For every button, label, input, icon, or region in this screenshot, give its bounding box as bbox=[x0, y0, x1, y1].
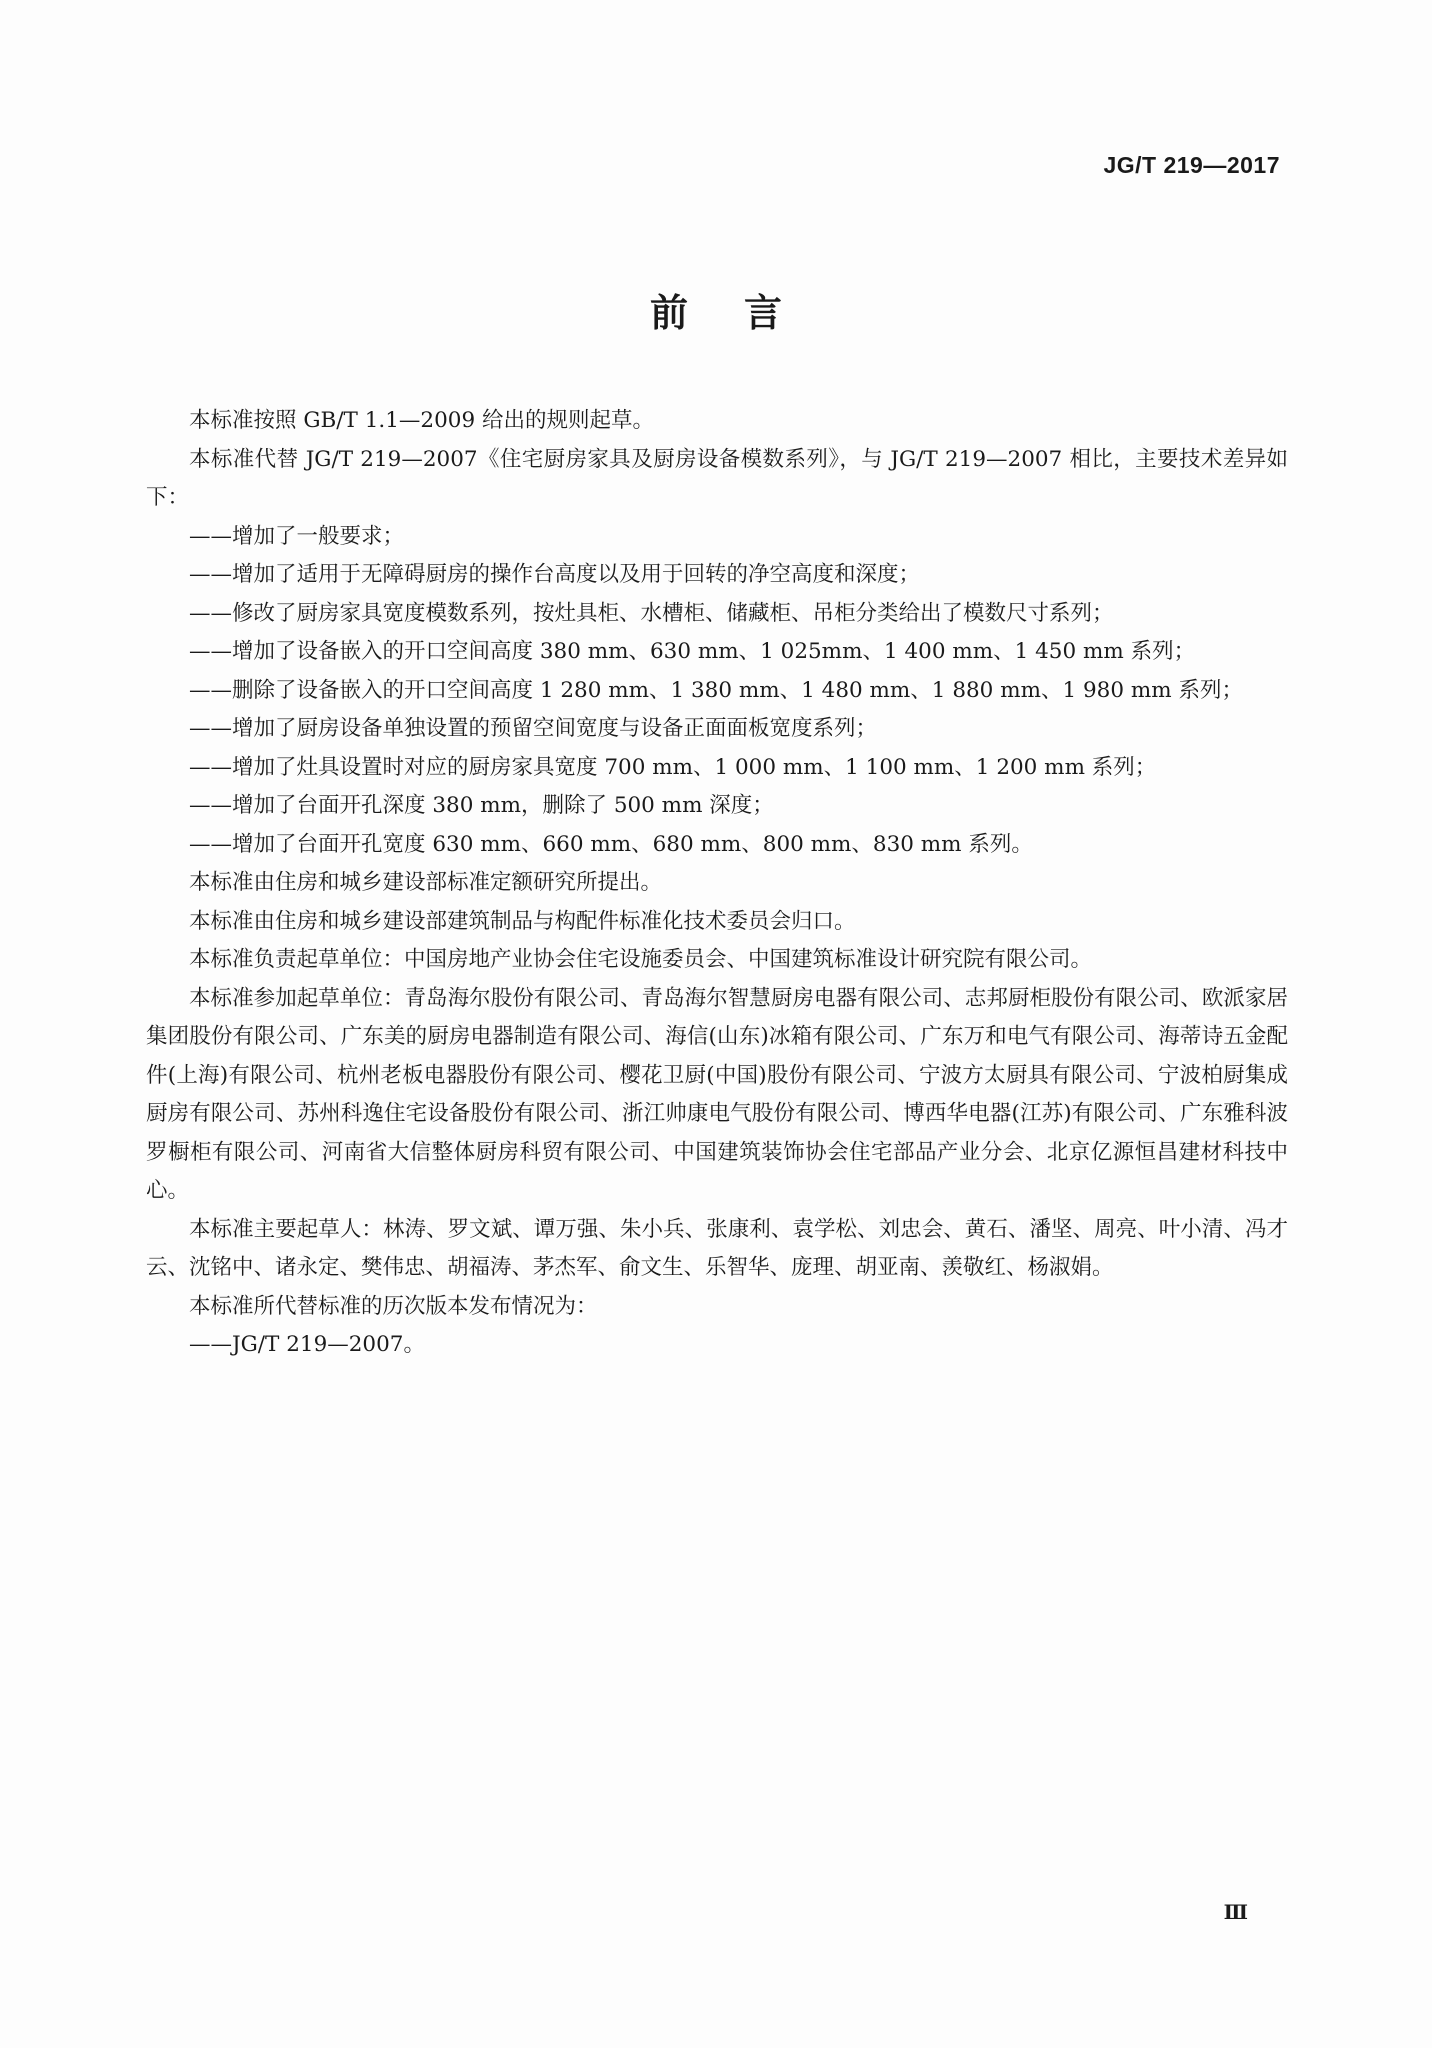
change-list-item: ——修改了厨房家具宽度模数系列，按灶具柜、水槽柜、储藏柜、吊柜分类给出了模数尺寸系列； bbox=[189, 600, 1114, 626]
change-list-item: ——增加了适用于无障碍厨房的操作台高度以及用于回转的净空高度和深度； bbox=[189, 562, 921, 587]
change-list-item: ——增加了一般要求； bbox=[189, 523, 405, 549]
page-number: Ⅲ bbox=[1223, 1900, 1248, 1924]
paragraph: 本标准所代替标准的历次版本发布情况为： bbox=[189, 1293, 598, 1319]
paragraph: 本标准负责起草单位：中国房地产业协会住宅设施委员会、中国建筑标准设计研究院有限公司。 bbox=[189, 947, 1093, 972]
preface-body bbox=[146, 402, 1288, 1365]
change-list-item: ——增加了台面开孔宽度 630 mm、660 mm、680 mm、800 mm、830 mm 系列。 bbox=[189, 831, 1033, 857]
history-item: ——JG/T 219—2007。 bbox=[189, 1332, 425, 1357]
paragraph: 本标准参加起草单位：青岛海尔股份有限公司、青岛海尔智慧厨房电器有限公司、志邦厨柜股份有限公司、欧派家居集团股份有限公司、广东美的厨房电器制造有限公司、海信(山东)冰箱有限公司、广东万和电气有限公司、海蒂诗五金配件(上海)有限公司、杭州老板电器股份有限公司、樱花卫厨(中国)股份有限公司、宁波方太厨具有限公司、宁波柏厨集成厨房有限公司、苏州科逸住宅设备股份有限公司、浙江帅康电气股份有限公司、博西华电器(江苏)有限公司、广东雅科波罗橱柜有限公司、河南省大信整体厨房科贸有限公司、中国建筑装饰协会住宅部品产业分会、北京亿源恒昌建材科技中心。 bbox=[146, 985, 1288, 1203]
change-list-item: ——增加了设备嵌入的开口空间高度 380 mm、630 mm、1 025mm、1 400 mm、1 450 mm 系列； bbox=[189, 639, 1196, 664]
change-list-item: ——增加了灶具设置时对应的厨房家具宽度 700 mm、1 000 mm、1 100 mm、1 200 mm 系列； bbox=[189, 754, 1157, 780]
change-list-item: ——删除了设备嵌入的开口空间高度 1 280 mm、1 380 mm、1 480 mm、1 880 mm、1 980 mm 系列； bbox=[189, 677, 1243, 703]
paragraph: 本标准代替 JG/T 219—2007《住宅厨房家具及厨房设备模数系列》，与 JG/T 219—2007 相比，主要技术差异如下： bbox=[146, 446, 1288, 510]
paragraph: 本标准主要起草人：林涛、罗文斌、谭万强、朱小兵、张康利、袁学松、刘忠会、黄石、潘坚、周亮、叶小清、冯才云、沈铭中、诸永定、樊伟忠、胡福涛、茅杰军、俞文生、乐智华、庞理、胡亚南、羡敬红、杨淑娟。 bbox=[146, 1216, 1288, 1280]
change-list-item: ——增加了厨房设备单独设置的预留空间宽度与设备正面面板宽度系列； bbox=[189, 716, 878, 741]
page-title: 前言 bbox=[649, 291, 838, 335]
paragraph: 本标准由住房和城乡建设部标准定额研究所提出。 bbox=[189, 870, 663, 895]
paragraph: 本标准由住房和城乡建设部建筑制品与构配件标准化技术委员会归口。 bbox=[189, 908, 856, 934]
paragraph: 本标准按照 GB/T 1.1—2009 给出的规则起草。 bbox=[189, 408, 654, 433]
change-list-item: ——增加了台面开孔深度 380 mm，删除了 500 mm 深度； bbox=[189, 793, 774, 818]
standard-code: JG/T 219—2017 bbox=[1103, 152, 1280, 178]
